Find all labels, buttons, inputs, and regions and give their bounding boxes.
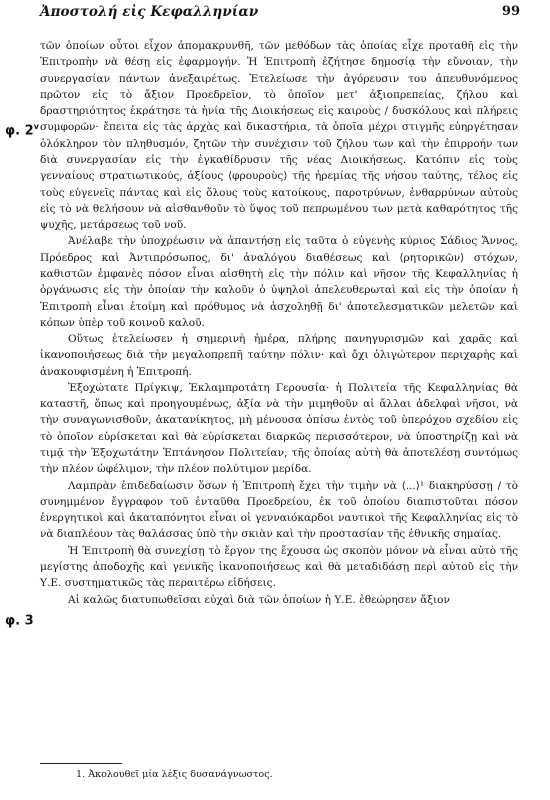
footnote-divider: [40, 763, 122, 764]
paragraph: Λαμπρὰν ἐπιδεδαίωσιν ὅσων ἡ Ἐπιτροπὴ ἔχει τὴν τιμὴν νὰ ⟨...⟩¹ διακηρύσσῃ / τὸ συνημμένον ἔγγραφον τοῦ ἐνταῦθα Προεδρείου, ἐκ τοῦ ὁποίου διαπιστοῦται πόσον ἐνεργητικοὶ καὶ ἀκαταπόνητοι εἶναι οἱ γενναιόκαρδοι ναυτικοὶ τῆς Κεφαλληνίας εἰς τὸ νὰ διαπλέουν τὰς θαλάσσας ὑπὸ τὴν σκιὰν καὶ τὴν προστασίαν τῆς ἐθνικῆς σημαίας.: [40, 479, 518, 541]
page-number: 99: [501, 4, 520, 19]
paragraph: Αἱ καλῶς διατυπωθεῖσαι εὐχαὶ διὰ τῶν ὁποίων ἡ Υ.Ε. ἐθεώρησεν ἄξιον: [68, 593, 450, 606]
running-title: Ἀποστολή εἰς Κεφαλληνίαν: [40, 4, 259, 20]
paragraph: Ἀνέλαβε τὴν ὑποχρέωσιν νὰ ἀπαντήσῃ εἰς ταῦτα ὁ εὐγενὴς κύριος Σάδιος Ἄννος, Πρόεδρος καὶ Ἀντιπρόσωπος, δι' ἀναλόγου διαθέσεως καὶ ⟨ρητορικῶν⟩ στόχων, καθιστῶν ἐμφανὲς πόσον εἶναι αἰσθητὴ εἰς τὴν πόλιν καὶ νῆσον τῆς Κεφαλληνίας ἡ ὀργάνωσις εἰς τὴν ὁποίαν τὴν καλοῦν ὁ ὑψηλοὶ ἀπελευθερωταὶ καὶ εἰς τὴν ὁποίαν ἡ Ἐπιτροπὴ εἶναι ἑτοίμη καὶ πρόθυμος νὰ ἀσχοληθῇ δι' ἀποτελεσματικῶν μελετῶν καὶ κόπων ὑπὲρ τοῦ κοινοῦ καλοῦ.: [40, 235, 518, 329]
folio-marker-label: φ. 3: [5, 613, 34, 629]
folio-marker: [5, 612, 34, 628]
body-text: [40, 38, 518, 608]
folio-marker-label: φ. 2: [5, 123, 34, 139]
paragraph: Ἐξοχώτατε Πρίγκιψ, Ἐκλαμπροτάτη Γερουσία· ἡ Πολιτεία τῆς Κεφαλληνίας θὰ καταστῆ, ὅπως καὶ προηγουμένως, ἀξία νὰ τὴν μιμηθοῦν αἱ ἄλλαι ἀδελφαὶ νῆσοι, νὰ τὴν συναγωνισθοῦν, ἀκατανίκητος, μὴ μένουσα ὀπίσω ἐντὸς τοῦ ὑπερόχου σχεδίου εἰς τὸ ὁποῖον εὑρίσκεται καὶ θὰ εὑρίσκεται διαρκῶς περισσότερον, νὰ ὑποστηρίζῃ καὶ νὰ τιμᾷ τὴν Ἐξοχωτάτην Ἑπτάνησον Πολιτείαν, τῆς ὁποίας αὐτὴ θὰ ἀποτελέσῃ συντόμως τὴν πλέον ὠφέλιμον, τὴν πλέον πολύτιμον μερίδα.: [40, 381, 518, 476]
paragraph: τῶν ὁποίων οὗτοι εἶχον ἀπομακρυνθῆ, τῶν μεθόδων τὰς ὁποίας εἶχε προταθῆ εἰς τὴν Ἐπιτροπὴν νὰ θέσῃ εἰς ἐφαρμογήν. Ἡ Ἐπιτροπὴ ἐζήτησε δημοσίᾳ τὴν εὔνοιαν, τὴν συνεργασίαν πάντων ἀνεξαιρέτως. Ἐτελείωσε τὴν ἀγόρευσιν του ἀπευθυνόμενος πρῶτον εἰς τὸ ἄξιον Προεδρεῖον, τὸ ὁποῖον μετ' ἀξιοπρεπείας, ζήλου καὶ δραστηριότητος ἐκράτησε τὰ ἡνία τῆς Διοικήσεως εἰς καιροὺς / δυσκόλους καὶ πλήρεις συμφορῶν· ἔπειτα εἰς τὰς ἀρχὰς καὶ δικαστήρια, τὰ ὁποῖα μέχρι στιγμῆς εὐηργέτησαν ὁλόκληρον τὸν πληθυσμόν, ζητῶν τὴν συνέχισιν τοῦ ζήλου των καὶ τὴν ἐπιρροήν των διὰ συνεργασίαν εἰς τὴν ἐγκαθίδρυσιν τῆς νέας Διοικήσεως. Κατόπιν εἰς τοὺς γενναίους στρατιωτικούς, ἀξίους ⟨φρουροὺς⟩ τῆς ἠρεμίας τῆς νήσου ταύτης, τέλος εἰς τοὺς εὐγενεῖς πάντας καὶ εἰς ὅλους τοὺς κατοίκους, παροτρύνων, ἐνθαρρύνων αὐτοὺς εἰς τὸ νὰ θελήσουν νὰ αἰσθανθοῦν τὸ ὕψος τοῦ πεπρωμένου των μετὰ καθαρότητος τῆς ψυχῆς, μετάρσεως τοῦ νοῦ.: [40, 40, 518, 232]
paragraph: Ἡ Ἐπιτροπὴ θὰ συνεχίσῃ τὸ ἔργον της ἔχουσα ὡς σκοπὸν μόνον νὰ εἶναι αὐτὸ τῆς μεγίστης ἀποδοχῆς καὶ γενικῆς ἱκανοποιήσεως καὶ θὰ μεταδιδάσῃ περὶ αὐτοῦ εἰς τὴν Υ.Ε. συστηματικῶς τὰς περαιτέρω εἰδήσεις.: [40, 544, 518, 590]
folio-marker-superscript: v: [33, 122, 39, 131]
footnote: 1. Ἀκολουθεῖ μία λέξις δυσανάγνωστος.: [76, 769, 273, 780]
paragraph: Οὕτως ἐτελείωσεν ἡ σημερινὴ ἡμέρα, πλήρης πανηγυρισμῶν καὶ χαρᾶς καὶ ἱκανοποιήσεως διὰ τὴν μεγαλοπρεπῆ ταύτην πόλιν· καὶ ὄχι ὀλιγώτερον περιχαρὴς καὶ ἀνακουφισμένη ἡ Ἐπιτροπή.: [40, 333, 518, 378]
page-header: [40, 4, 520, 24]
folio-marker: [5, 122, 39, 138]
